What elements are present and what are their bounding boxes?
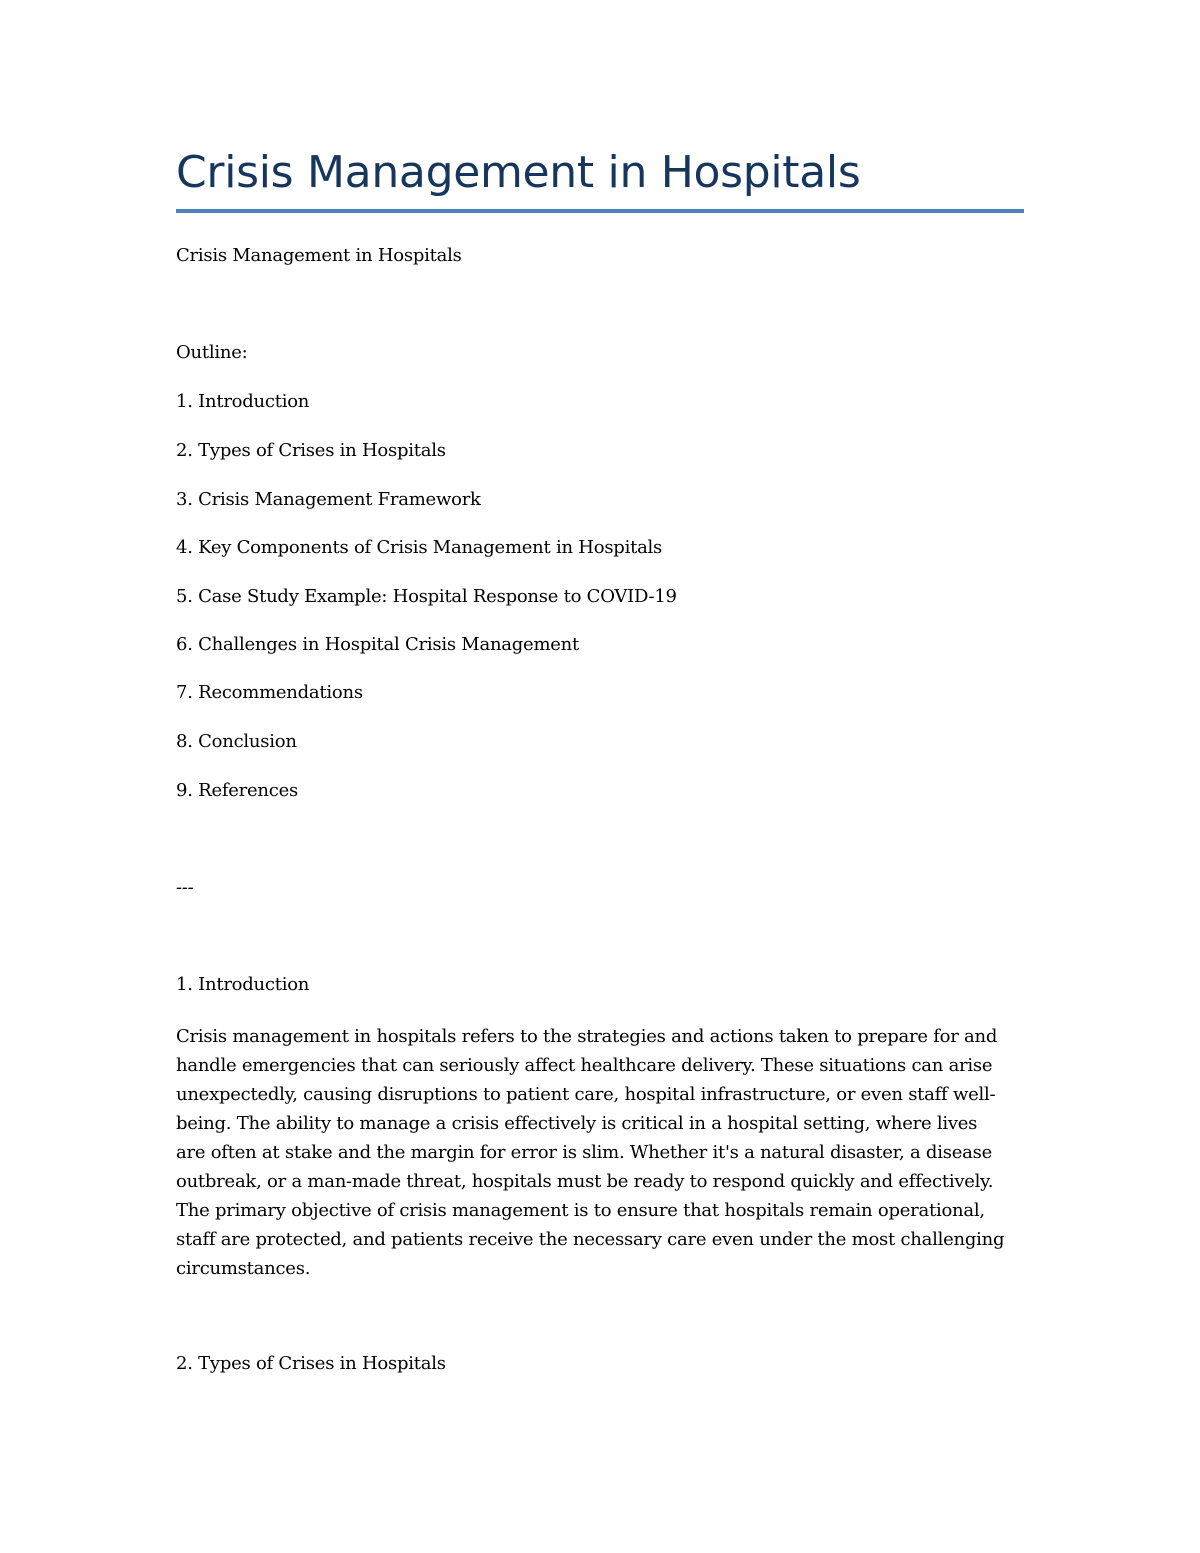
paragraph-line: being. The ability to manage a crisis effectively is critical in a hospital setting, where lives — [176, 1113, 978, 1134]
paragraph-line: outbreak, or a man-made threat, hospitals must be ready to respond quickly and effectively. — [176, 1171, 994, 1192]
paragraph-line: are often at stake and the margin for error is slim. Whether it's a natural disaster, a disease — [176, 1142, 992, 1163]
outline-item: 9. References — [176, 780, 298, 801]
paragraph-line: Crisis management in hospitals refers to the strategies and actions taken to prepare for and — [176, 1026, 998, 1047]
outline-item: 6. Challenges in Hospital Crisis Management — [176, 634, 579, 655]
document-subtitle: Crisis Management in Hospitals — [176, 245, 462, 266]
paragraph-line: circumstances. — [176, 1258, 311, 1279]
section-heading-introduction: 1. Introduction — [176, 974, 310, 995]
paragraph-line: unexpectedly, causing disruptions to patient care, hospital infrastructure, or even staff well- — [176, 1084, 996, 1105]
document-title: Crisis Management in Hospitals — [176, 147, 861, 198]
outline-item: 3. Crisis Management Framework — [176, 489, 481, 510]
outline-item: 2. Types of Crises in Hospitals — [176, 440, 446, 461]
outline-item: 8. Conclusion — [176, 731, 297, 752]
outline-item: 1. Introduction — [176, 391, 310, 412]
outline-heading: Outline: — [176, 342, 248, 363]
paragraph-line: The primary objective of crisis management is to ensure that hospitals remain operational, — [176, 1200, 985, 1221]
section-heading-types-of-crises: 2. Types of Crises in Hospitals — [176, 1353, 446, 1374]
paragraph-line: handle emergencies that can seriously affect healthcare delivery. These situations can arise — [176, 1055, 993, 1076]
section-separator: --- — [176, 877, 194, 898]
outline-item: 7. Recommendations — [176, 682, 363, 703]
paragraph-line: staff are protected, and patients receive the necessary care even under the most challenging — [176, 1229, 1005, 1250]
introduction-paragraph — [176, 1022, 1024, 1283]
title-underline-rule — [176, 209, 1024, 213]
outline-item: 4. Key Components of Crisis Management in Hospitals — [176, 537, 663, 558]
outline-item: 5. Case Study Example: Hospital Response to COVID-19 — [176, 586, 677, 607]
